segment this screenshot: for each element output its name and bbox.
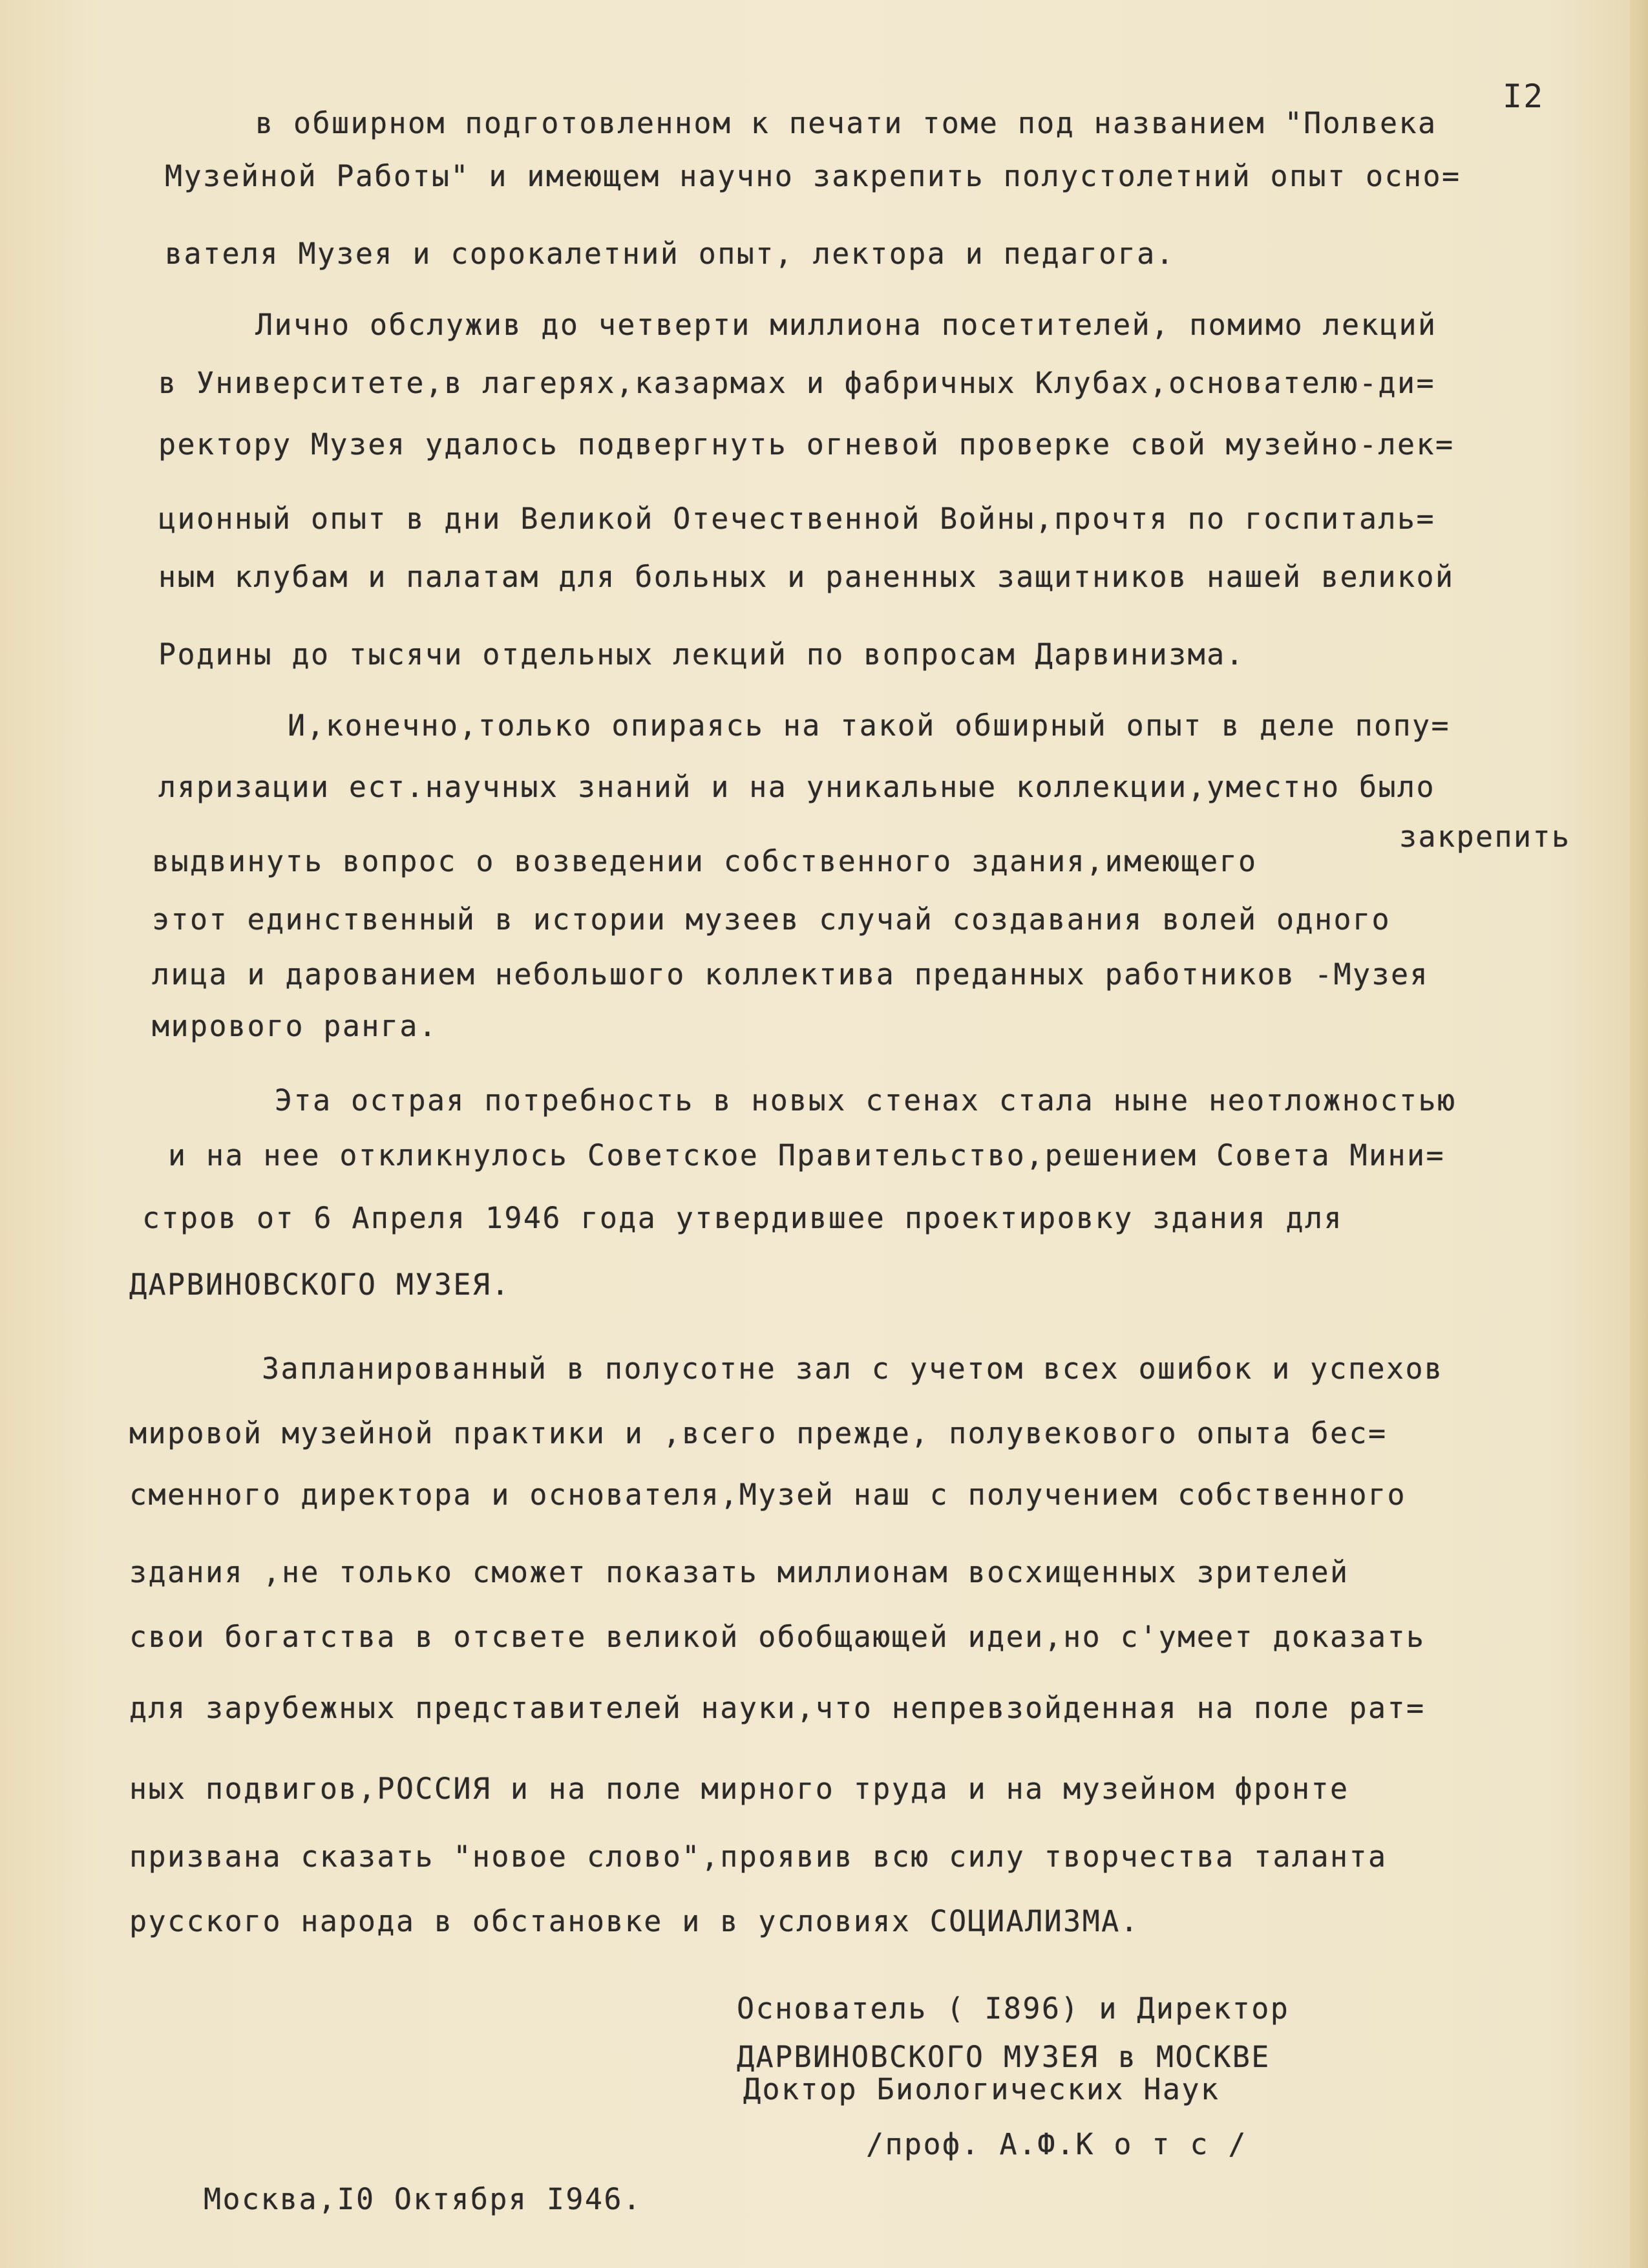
body-line-6: ректору Музея удалось подвергнуть огневой проверке свой музейно-лек= [158,427,1455,461]
body-line-5: в Университете,в лагерях,казармах и фабричных Клубах,основателю-ди= [158,366,1435,400]
body-line-17: и на нее откликнулось Советское Правительство,решением Совета Мини= [168,1138,1445,1172]
body-line-28: русского народа в обстановке и в условиях СОЦИАЛИЗМА. [129,1904,1140,1938]
body-line-23: здания ,не только сможет показать миллионам восхищенных зрителей [129,1555,1349,1589]
body-line-14: лица и дарованием небольшого коллектива преданных работников -Музея [152,957,1429,991]
body-line-16: Эта острая потребность в новых стенах стала ныне неотложностью [275,1083,1457,1118]
signature-name: /проф. А.Ф.К о т с / [866,2127,1247,2161]
body-line-11: ляризации ест.научных знаний и на уникальные коллекции,уместно было [158,770,1435,804]
signature-title: Основатель ( I896) и Директор [737,1991,1290,2026]
page-edge [1630,0,1648,2268]
body-line-9: Родины до тысячи отдельных лекций по вопросам Дарвинизма. [158,637,1245,672]
body-line-3: вателя Музея и сорокалетний опыт, лектора и педагога. [165,237,1176,271]
body-line-18: стров от 6 Апреля 1946 года утвердившее проектировку здания для [142,1201,1344,1235]
body-line-19: ДАРВИНОВСКОГО МУЗЕЯ. [129,1267,511,1302]
body-line-24: свои богатства в отсвете великой обобщающей идеи,но с'умеет доказать [129,1620,1426,1654]
body-line-27: призвана сказать "новое слово",проявив всю силу творчества таланта [129,1839,1388,1874]
body-line-15: мирового ранга. [152,1009,438,1043]
body-line-1: в обширном подготовленном к печати томе под названием "Полвека [255,106,1437,140]
body-line-8: ным клубам и палатам для больных и раненных защитников нашей великой [158,560,1455,594]
signature-museum: ДАРВИНОВСКОГО МУЗЕЯ в МОСКВЕ [737,2040,1271,2074]
body-line-10: И,конечно,только опираясь на такой обширный опыт в деле попу= [288,708,1451,743]
signature-degree: Доктор Биологических Наук [743,2072,1220,2106]
body-line-25: для зарубежных представителей науки,что непревзойденная на поле рат= [129,1691,1426,1725]
body-line-22: сменного директора и основателя,Музей наш с получением собственного [129,1478,1406,1512]
body-line-7: ционный опыт в дни Великой Отечественной Войны,прочтя по госпиталь= [158,502,1435,536]
body-line-12: выдвинуть вопрос о возведении собственного здания,имеющего [152,844,1258,878]
body-line-26: ных подвигов,РОССИЯ и на поле мирного труда и на музейном фронте [129,1772,1349,1806]
body-line-13: этот единственный в истории музеев случай создавания волей одного [152,902,1391,937]
body-line-2: Музейной Работы" и имеющем научно закрепить полустолетний опыт осно= [165,159,1461,193]
body-line-insert: закрепить [1399,820,1571,854]
body-line-20: Запланированный в полусотне зал с учетом всех ошибок и успехов [262,1351,1444,1386]
place-date: Москва,I0 Октября I946. [204,2182,642,2216]
body-line-4: Лично обслужив до четверти миллиона посетителей, помимо лекций [255,308,1437,342]
body-line-21: мировой музейной практики и ,всего прежде, полувекового опыта бес= [129,1416,1388,1450]
page-number: I2 [1503,78,1545,115]
